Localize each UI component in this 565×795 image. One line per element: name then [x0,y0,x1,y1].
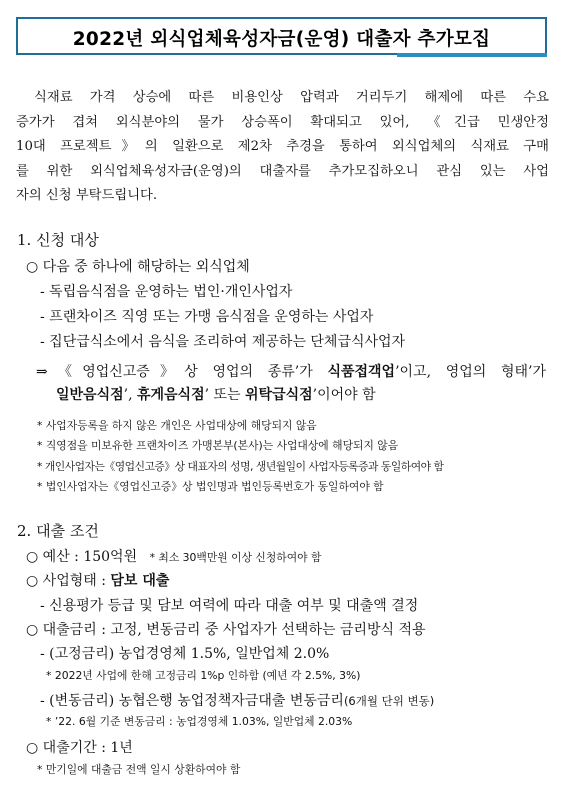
condition-text: ’, [123,387,137,403]
period-label: ○ 대출기간 : 1년 [26,740,133,756]
budget-line [26,546,321,566]
intro-line: 자의 신청 부탁드립니다. [16,188,158,203]
bold-business-form: 일반음식점 [56,387,124,403]
intro-paragraph [16,86,549,209]
intro-line: 증가가 겹쳐 외식분야의 물가 상승폭이 확대되고 있어, 《긴급 민생안정 [16,114,549,130]
variable-rate: - (변동금리) 농협은행 농업정책자금대출 변동금리 [40,693,344,709]
type-value: 담보 대출 [110,573,170,589]
title-box [16,17,547,55]
condition-text: ’이어야 함 [312,387,376,403]
note: * 사업자등록을 하지 않은 개인은 사업대상에 해당되지 않음 [37,419,317,432]
budget-note: * 최소 30백만원 이상 신청하여야 함 [149,551,322,564]
section1-bullet: ○ 다음 중 하나에 해당하는 외식업체 [26,259,250,275]
condition-text: ’이고, 영업의 형태’가 [395,364,546,380]
fixed-rate: - (고정금리) 농업경영체 1.5%, 일반업체 2.0% [40,646,330,662]
period-note: * 만기일에 대출금 전액 일시 상환하여야 함 [37,763,241,776]
note: * 개인사업자는《영업신고증》상 대표자의 성명, 생년월일이 사업자등록증과 동일하여야 함 [37,460,444,473]
bold-business-form: 위탁급식점 [245,387,313,403]
intro-line: 를 위한 외식업체육성자금(운영)의 대출자를 추가모집하오니 관심 있는 사업 [16,163,549,179]
rate-label: ○ 대출금리 : 고정, 변동금리 중 사업자가 선택하는 금리방식 적용 [26,622,426,638]
list-item: - 집단급식소에서 음식을 조리하여 제공하는 단체급식사업자 [40,334,406,350]
bold-business-type: 식품접객업 [327,364,396,380]
note: * 직영점을 미보유한 프랜차이즈 가맹본부(본사)는 사업대상에 해당되지 않음 [37,439,399,452]
variable-rate-line [40,690,434,710]
business-form-condition [56,384,376,404]
variable-rate-suffix: (6개월 단위 변동) [343,694,435,708]
type-detail: - 신용평가 등급 및 담보 여력에 따라 대출 여부 및 대출액 결정 [40,598,419,614]
fixed-rate-note: * 2022년 사업에 한해 고정금리 1%p 인하함 (예년 각 2.5%, 3%) [46,669,361,682]
intro-line: 식재료 가격 상승에 따른 비용인상 압력과 거리두기 해제에 따른 수요 [34,90,549,105]
condition-text: ’ 또는 [204,387,246,403]
variable-rate-note: * ’22. 6월 기준 변동금리 : 농업경영체 1.03%, 일반업체 2.03% [46,715,353,728]
budget-label: ○ 예산 : 150억원 [26,549,138,565]
list-item: - 독립음식점을 운영하는 법인·개인사업자 [40,284,293,300]
page-title: 2022년 외식업체육성자금(운영) 대출자 추가모집 [72,29,491,50]
business-type-condition [36,361,546,381]
list-item: - 프랜차이즈 직영 또는 가맹 음식점을 운영하는 사업자 [40,309,374,325]
title-accent-bar [397,53,547,57]
condition-text: ⇒《영업신고증》상 영업의 종류’가 [36,364,328,380]
section1-heading: 1. 신청 대상 [17,231,99,249]
note: * 법인사업자는《영업신고증》상 법인명과 법인등록번호가 동일하여야 함 [37,480,384,493]
intro-line: 10대 프로젝트》의 일환으로 제2차 추경을 통하여 외식업체의 식재료 구매 [16,139,549,154]
bold-business-form: 휴게음식점 [136,387,205,403]
business-type-line [26,570,169,590]
section2-heading: 2. 대출 조건 [17,522,99,540]
type-label: ○ 사업형태 : [26,573,111,589]
